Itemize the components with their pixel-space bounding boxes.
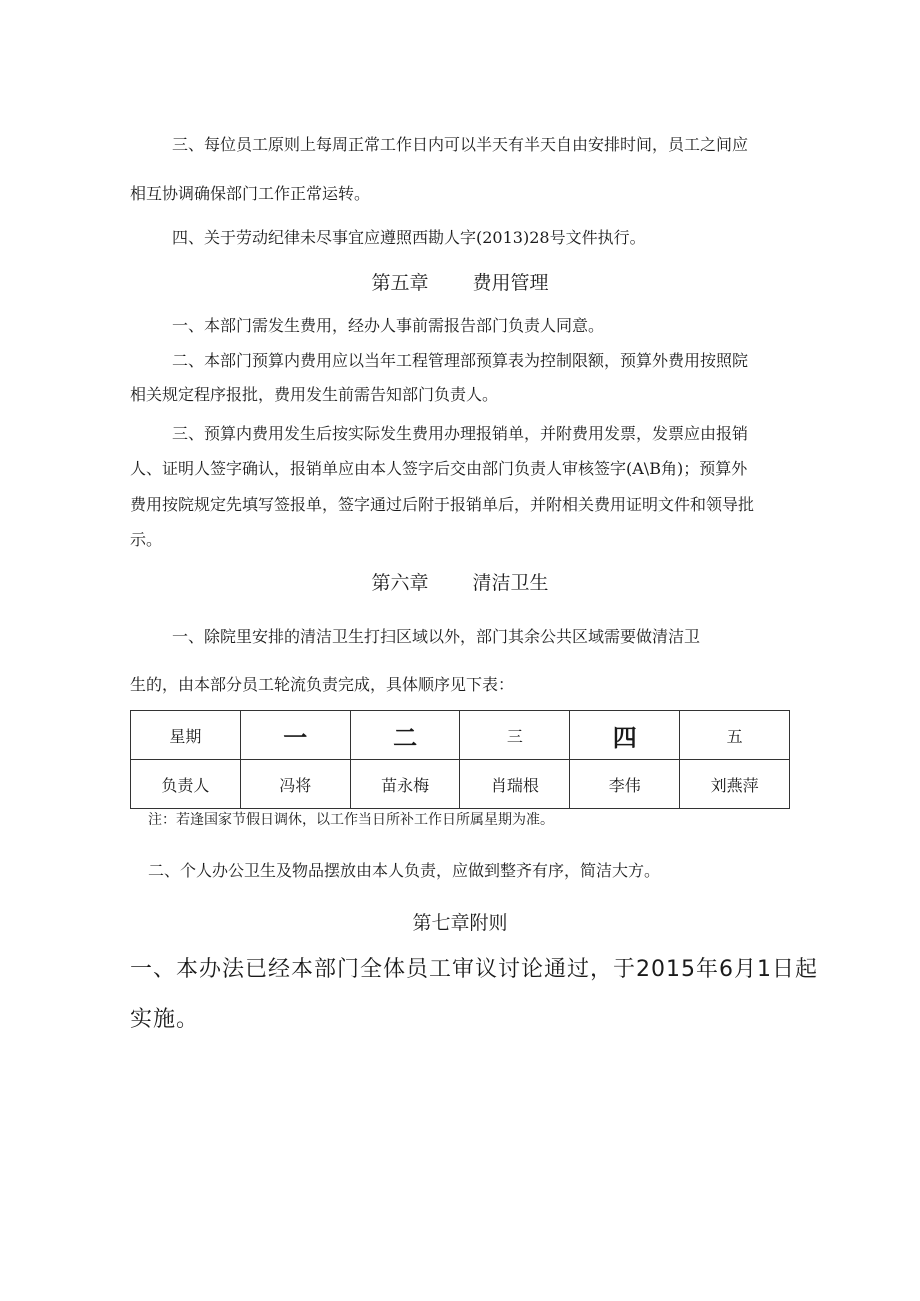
ch5-item2-line2: 相关规定程序报批，费用发生前需告知部门负责人。: [130, 385, 499, 404]
table-cell: 星期: [131, 711, 241, 760]
ch7-item1-line2: 实施。: [130, 1007, 200, 1032]
ch4-item3-line1: 三、每位员工原则上每周正常工作日内可以半天有半天自由安排时间，员工之间应: [172, 135, 749, 154]
ch5-item2-line1: 二、本部门预算内费用应以当年工程管理部预算表为控制限额，预算外费用按照院: [172, 351, 749, 370]
ch4-item3-line2: 相互协调确保部门工作正常运转。: [130, 184, 371, 203]
chapter5-heading: [0, 271, 920, 295]
table-cell: 冯将: [240, 760, 350, 809]
chapter6-heading: [0, 571, 920, 595]
ch6-item1-line2: 生的，由本部分员工轮流负责完成，具体顺序见下表：: [130, 675, 515, 694]
table-cell: 四: [570, 711, 680, 760]
table-row: [131, 711, 790, 760]
table-cell: 刘燕萍: [680, 760, 790, 809]
ch5-item3-line3: 费用按院规定先填写签报单，签字通过后附于报销单后，并附相关费用证明文件和领导批: [130, 495, 755, 514]
chapter5-title: 费用管理: [472, 272, 549, 294]
ch7-item1-line1: 一、本办法已经本部门全体员工审议讨论通过，于2015年6月1日起: [130, 957, 818, 982]
table-cell: 肖瑞根: [460, 760, 570, 809]
chapter5-number: 第五章: [371, 272, 429, 294]
table-cell: 一: [240, 711, 350, 760]
chapter6-title: 清洁卫生: [472, 572, 549, 594]
duty-schedule-table: [130, 710, 790, 809]
ch5-item3-line2: 人、证明人签字确认，报销单应由本人签字后交由部门负责人审核签字(A\B角)；预算外: [130, 459, 748, 478]
ch5-item3-line1: 三、预算内费用发生后按实际发生费用办理报销单，并附费用发票，发票应由报销: [172, 424, 749, 443]
ch4-item4: 四、关于劳动纪律未尽事宜应遵照西勘人字(2013)28号文件执行。: [172, 228, 646, 247]
chapter6-number: 第六章: [371, 572, 429, 594]
ch5-item3-line4: 示。: [130, 530, 163, 549]
ch6-item1-line1: 一、除院里安排的清洁卫生打扫区域以外，部门其余公共区域需要做清洁卫: [172, 627, 701, 646]
table-cell: 李伟: [570, 760, 680, 809]
chapter7-heading: 第七章附则: [412, 912, 508, 934]
ch6-item2: 二、个人办公卫生及物品摆放由本人负责，应做到整齐有序，简洁大方。: [148, 861, 661, 880]
ch5-item1: 一、本部门需发生费用，经办人事前需报告部门负责人同意。: [172, 316, 605, 335]
table-row: [131, 760, 790, 809]
table-cell: 五: [680, 711, 790, 760]
table-cell: 苗永梅: [350, 760, 460, 809]
table-cell: 负责人: [131, 760, 241, 809]
table-cell: 三: [460, 711, 570, 760]
table-cell: 二: [350, 711, 460, 760]
table-note: 注：若逢国家节假日调休，以工作当日所补工作日所属星期为准。: [148, 812, 554, 828]
